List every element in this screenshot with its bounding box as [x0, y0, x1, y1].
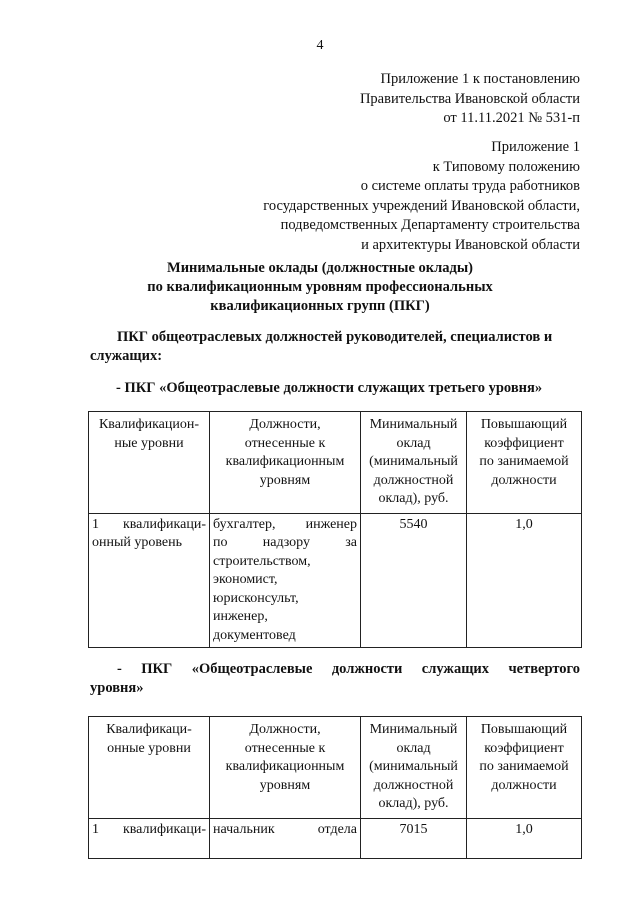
cell-text: документовед — [213, 627, 296, 643]
header-salary — [361, 717, 467, 819]
cell-text: строительством, — [213, 553, 311, 569]
header-text: по занимаемой — [479, 759, 569, 774]
cell-coefficient: 1,0 — [467, 818, 582, 858]
header-coefficient — [467, 717, 582, 819]
section-heading-line1: ПКГ общеотраслевых должностей руководителей, специалистов и — [117, 329, 553, 345]
subheading-word: «Общеотраслевые — [191, 661, 313, 677]
cell-line — [213, 534, 357, 553]
header-text: должностной — [373, 777, 454, 793]
subheading-third-level: - ПКГ «Общеотраслевые должности служащих третьего уровня» — [116, 380, 543, 396]
cell-text: инженер, — [213, 609, 268, 624]
header-text: Повышающий — [480, 417, 568, 432]
cell-text: бухгалтер, — [213, 516, 276, 532]
cell-text: 1 — [92, 516, 99, 532]
header-text: квалификационным — [225, 454, 345, 469]
header-text: Квалификацион- — [98, 417, 200, 432]
appendix-header — [360, 70, 580, 129]
table-header-row — [89, 412, 582, 514]
cell-text: начальник — [213, 821, 275, 837]
cell-text: за — [345, 535, 357, 550]
subheading-word: - — [117, 661, 122, 677]
cell-text: надзору — [262, 535, 310, 550]
header-text: онные уровни — [107, 740, 191, 756]
section-heading-line2: служащих: — [90, 348, 163, 364]
header-text: по занимаемой — [479, 454, 569, 469]
cell-text: юрисконсульт, — [213, 590, 299, 606]
header-text: Повышающий — [480, 722, 568, 737]
appendix-sub-line: государственных учреждений Ивановской области, — [263, 197, 580, 214]
appendix-sub-line: о системе оплаты труда работников — [360, 178, 580, 195]
cell-positions — [210, 818, 361, 858]
header-text: коэффициент — [484, 435, 564, 451]
cell-line — [92, 821, 206, 840]
appendix-header-line: от 11.11.2021 № 531-п — [443, 110, 580, 126]
subheading-word: должности — [331, 661, 403, 677]
subheading-word: служащих — [421, 661, 490, 677]
cell-text: квалификаци- — [122, 821, 206, 837]
cell-line — [213, 821, 357, 840]
header-text: (минимальный — [369, 454, 458, 469]
cell-text: квалификаци- — [122, 516, 206, 532]
appendix-sub-line: к Типовому положению — [432, 158, 580, 175]
cell-text: 1 — [92, 821, 99, 837]
cell-text: экономист, — [213, 572, 278, 587]
header-text: оклад — [396, 435, 431, 451]
header-text: оклад), руб. — [378, 491, 449, 506]
header-text: уровням — [259, 472, 311, 488]
cell-salary: 5540 — [361, 513, 467, 648]
header-text: Должности, — [249, 417, 321, 432]
header-levels — [89, 412, 210, 514]
cell-salary: 7015 — [361, 818, 467, 858]
header-levels — [89, 717, 210, 819]
cell-line — [213, 516, 357, 535]
subheading-line2: уровня» — [90, 680, 144, 696]
header-salary — [361, 412, 467, 514]
header-text: должностной — [373, 472, 454, 488]
subheading-word: ПКГ — [141, 661, 173, 677]
cell-text: онный уровень — [92, 535, 183, 550]
subheading-word: четвертого — [508, 661, 580, 677]
table-row — [89, 818, 582, 858]
appendix-subheader — [263, 138, 580, 256]
header-coefficient — [467, 412, 582, 514]
header-text: Минимальный — [369, 722, 458, 737]
header-text: оклад), руб. — [378, 796, 449, 811]
header-text: уровням — [259, 777, 311, 793]
table-header-row — [89, 717, 582, 819]
cell-coefficient: 1,0 — [467, 513, 582, 648]
cell-text: инженер — [305, 516, 357, 532]
header-text: оклад — [396, 740, 431, 756]
header-text: ные уровни — [114, 435, 184, 451]
cell-text: по — [213, 535, 228, 550]
title-line: квалификационных групп (ПКГ) — [210, 298, 430, 314]
header-text: должности — [491, 472, 557, 488]
header-text: квалификационным — [225, 759, 345, 774]
header-text: Минимальный — [369, 417, 458, 432]
header-text: отнесенные к — [244, 435, 326, 451]
appendix-header-line: Правительства Ивановской области — [359, 90, 580, 107]
appendix-sub-line: подведомственных Департаменту строительства — [280, 217, 580, 234]
title-line: по квалификационным уровням профессиональных — [147, 279, 493, 295]
subheading-line1 — [90, 660, 580, 679]
document-title — [0, 259, 640, 316]
header-text: (минимальный — [369, 759, 458, 774]
cell-text: отдела — [317, 821, 357, 837]
subheading-fourth-level — [90, 660, 580, 698]
title-line: Минимальные оклады (должностные оклады) — [167, 260, 473, 276]
cell-level — [89, 513, 210, 648]
cell-positions — [210, 513, 361, 648]
table-fourth-level — [88, 716, 582, 859]
header-text: должности — [491, 777, 557, 793]
header-positions — [210, 717, 361, 819]
header-positions — [210, 412, 361, 514]
appendix-sub-line: Приложение 1 — [491, 139, 580, 155]
appendix-header-line: Приложение 1 к постановлению — [380, 71, 580, 87]
appendix-sub-line: и архитектуры Ивановской области — [361, 236, 580, 253]
header-text: Должности, — [249, 722, 321, 737]
cell-line — [92, 516, 206, 535]
header-text: коэффициент — [484, 740, 564, 756]
table-row — [89, 513, 582, 648]
header-text: Квалификаци- — [106, 722, 192, 737]
header-text: отнесенные к — [244, 740, 326, 756]
table-third-level — [88, 411, 582, 648]
cell-level — [89, 818, 210, 858]
section-heading — [90, 328, 580, 366]
page-number: 4 — [316, 38, 324, 53]
